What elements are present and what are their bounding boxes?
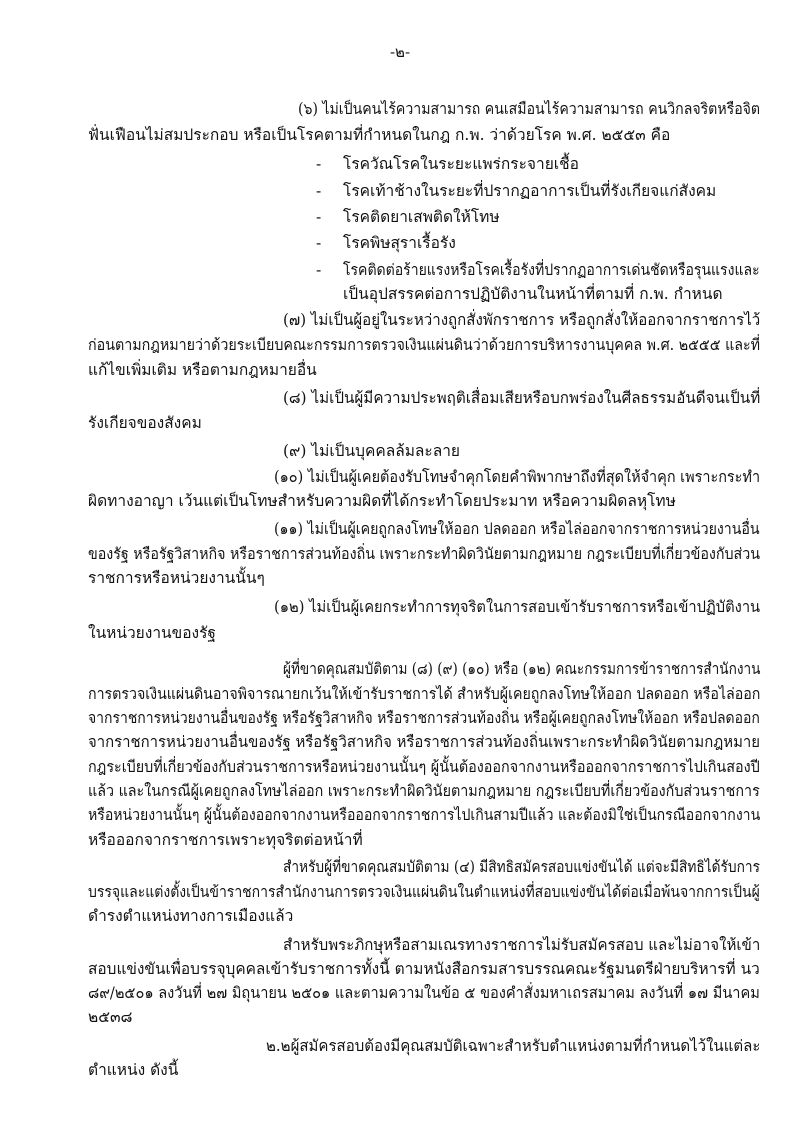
section-2-2-line: ๒.๒ผู้สมัครสอบต้องมีคุณสมบัติเฉพาะสำหรับตำแหน่งตามที่กำหนดไว้ในแต่ละ	[266, 1037, 761, 1055]
q9-line1: (๙) ไม่เป็นบุคคลล้มละลาย	[283, 442, 461, 460]
q12-line2: ในหน่วยงานของรัฐ	[88, 624, 216, 642]
q6-line1: (๖) ไม่เป็นคนไร้ความสามารถ คนเสมือนไร้ความสามารถ คนวิกลจริตหรือจิต	[298, 100, 761, 118]
disease-item: โรคติดต่อร้ายแรงหรือโรคเรื้อรังที่ปรากฏอาการเด่นชัดหรือรุนแรงและ	[343, 261, 760, 279]
q7-line2: ก่อนตามกฎหมายว่าด้วยระเบียบคณะกรรมการตรวจเงินแผ่นดินว่าด้วยการบริหารงานบุคคล พ.ศ. ๒๕๕๕ และที่	[88, 336, 761, 354]
bullet-dash: -	[316, 155, 322, 173]
page-number: -๒-	[389, 43, 411, 61]
exemption-line: ผู้ที่ขาดคุณสมบัติตาม (๘) (๙) (๑๐) หรือ (๑๒) คณะกรรมการข้าราชการสำนักงาน	[283, 660, 761, 678]
exemption-line: จากราชการหน่วยงานอื่นของรัฐ หรือรัฐวิสาหกิจ หรือราชการส่วนท้องถิ่นเพราะกระทำผิดวินัยตามกฎหมาย	[88, 733, 761, 751]
political-line: สำหรับผู้ที่ขาดคุณสมบัติตาม (๔) มีสิทธิสมัครสอบแข่งขันได้ แต่จะมีสิทธิได้รับการ	[283, 858, 760, 876]
q8-line2: รังเกียจของสังคม	[88, 414, 202, 432]
q8-line1: (๘) ไม่เป็นผู้มีความประพฤติเสื่อมเสียหรือบกพร่องในศีลธรรมอันดีจนเป็นที่	[283, 389, 761, 407]
bullet-dash: -	[316, 261, 322, 279]
disease-item: โรควัณโรคในระยะแพร่กระจายเชื้อ	[343, 155, 579, 173]
exemption-line: กฎระเบียบที่เกี่ยวข้องกับส่วนราชการหรือหน่วยงานนั้นๆ ผู้นั้นต้องออกจากงานหรือออกจากราชการไปเกินสองปี	[88, 758, 760, 776]
disease-item: โรคเท้าช้างในระยะที่ปรากฏอาการเป็นที่รังเกียจแก่สังคม	[343, 182, 717, 200]
monks-line: สำหรับพระภิกษุหรือสามเณรทางราชการไม่รับสมัครสอบ และไม่อาจให้เข้า	[283, 936, 761, 954]
exemption-line: จากราชการหน่วยงานอื่นของรัฐ หรือรัฐวิสาหกิจ หรือราชการส่วนท้องถิ่น หรือผู้เคยถูกลงโทษให้ออก หรือปลดออก	[88, 709, 760, 727]
q7-line3: แก้ไขเพิ่มเติม หรือตามกฎหมายอื่น	[88, 361, 317, 379]
exemption-line: หรือหน่วยงานนั้นๆ ผู้นั้นต้องออกจากงานหรือออกจากราชการไปเกินสามปีแล้ว และต้องมิใช่เป็นกรณีออกจากงาน	[88, 806, 761, 824]
q12-line1: (๑๒) ไม่เป็นผู้เคยกระทำการทุจริตในการสอบเข้ารับราชการหรือเข้าปฏิบัติงาน	[274, 598, 761, 616]
bullet-dash: -	[316, 182, 322, 200]
disease-item: โรคติดยาเสพติดให้โทษ	[343, 208, 500, 226]
bullet-dash: -	[316, 234, 322, 252]
political-line: บรรจุและแต่งตั้งเป็นข้าราชการสำนักงานการตรวจเงินแผ่นดินในตำแหน่งที่สอบแข่งขันได้ต่อเมื่อพ้นจากการเป็นผู้	[88, 883, 760, 901]
monks-line: ๒๕๓๘	[88, 1008, 133, 1026]
q7-line1: (๗) ไม่เป็นผู้อยู่ในระหว่างถูกสั่งพักราชการ หรือถูกสั่งให้ออกจากราชการไว้	[283, 311, 761, 329]
disease-item-continuation: เป็นอุปสรรคต่อการปฏิบัติงานในหน้าที่ตามที่ ก.พ. กำหนด	[343, 285, 723, 303]
exemption-line: หรือออกจากราชการเพราะทุจริตต่อหน้าที่	[88, 831, 363, 849]
exemption-line: การตรวจเงินแผ่นดินอาจพิจารณายกเว้นให้เข้ารับราชการได้ สำหรับผู้เคยถูกลงโทษให้ออก ปลดออก หรือไล่ออก	[88, 685, 761, 703]
exemption-line: แล้ว และในกรณีผู้เคยถูกลงโทษไล่ออก เพราะกระทำผิดวินัยตามกฎหมาย กฎระเบียบที่เกี่ยวข้องกับส่วนราชการ	[88, 782, 760, 800]
political-line: ดำรงตำแหน่งทางการเมืองแล้ว	[88, 907, 294, 925]
q11-line3: ราชการหรือหน่วยงานนั้นๆ	[88, 569, 265, 587]
q11-line2: ของรัฐ หรือรัฐวิสาหกิจ หรือราชการส่วนท้องถิ่น เพราะกระทำผิดวินัยตามกฎหมาย กฎระเบียบที่เกี่ยวข้องกับส่วน	[88, 545, 760, 563]
q6-line2: ฟั่นเฟือนไม่สมประกอบ หรือเป็นโรคตามที่กำหนดในกฎ ก.พ. ว่าด้วยโรค พ.ศ. ๒๕๕๓ คือ	[88, 126, 671, 144]
monks-line: สอบแข่งขันเพื่อบรรจุบุคคลเข้ารับราชการทั้งนี้ ตามหนังสือกรมสารบรรณคณะรัฐมนตรีฝ่ายบริหารที่ นว	[88, 960, 760, 978]
q10-line2: ผิดทางอาญา เว้นแต่เป็นโทษสำหรับความผิดที่ได้กระทำโดยประมาท หรือความผิดลหุโทษ	[88, 492, 676, 510]
section-2-2-line: ตำแหน่ง ดังนี้	[88, 1061, 179, 1079]
q11-line1: (๑๑) ไม่เป็นผู้เคยถูกลงโทษให้ออก ปลดออก หรือไล่ออกจากราชการหน่วยงานอื่น	[274, 520, 760, 538]
q10-line1: (๑๐) ไม่เป็นผู้เคยต้องรับโทษจำคุกโดยคำพิพากษาถึงที่สุดให้จำคุก เพราะกระทำ	[274, 468, 761, 486]
monks-line: ๘๙/๒๕๐๑ ลงวันที่ ๒๗ มิถุนายน ๒๕๐๑ และตามความในข้อ ๕ ของคำสั่งมหาเถรสมาคม ลงวันที่ ๑๗ มีนาคม	[88, 984, 760, 1002]
bullet-dash: -	[316, 208, 322, 226]
disease-item: โรคพิษสุราเรื้อรัง	[343, 234, 456, 252]
